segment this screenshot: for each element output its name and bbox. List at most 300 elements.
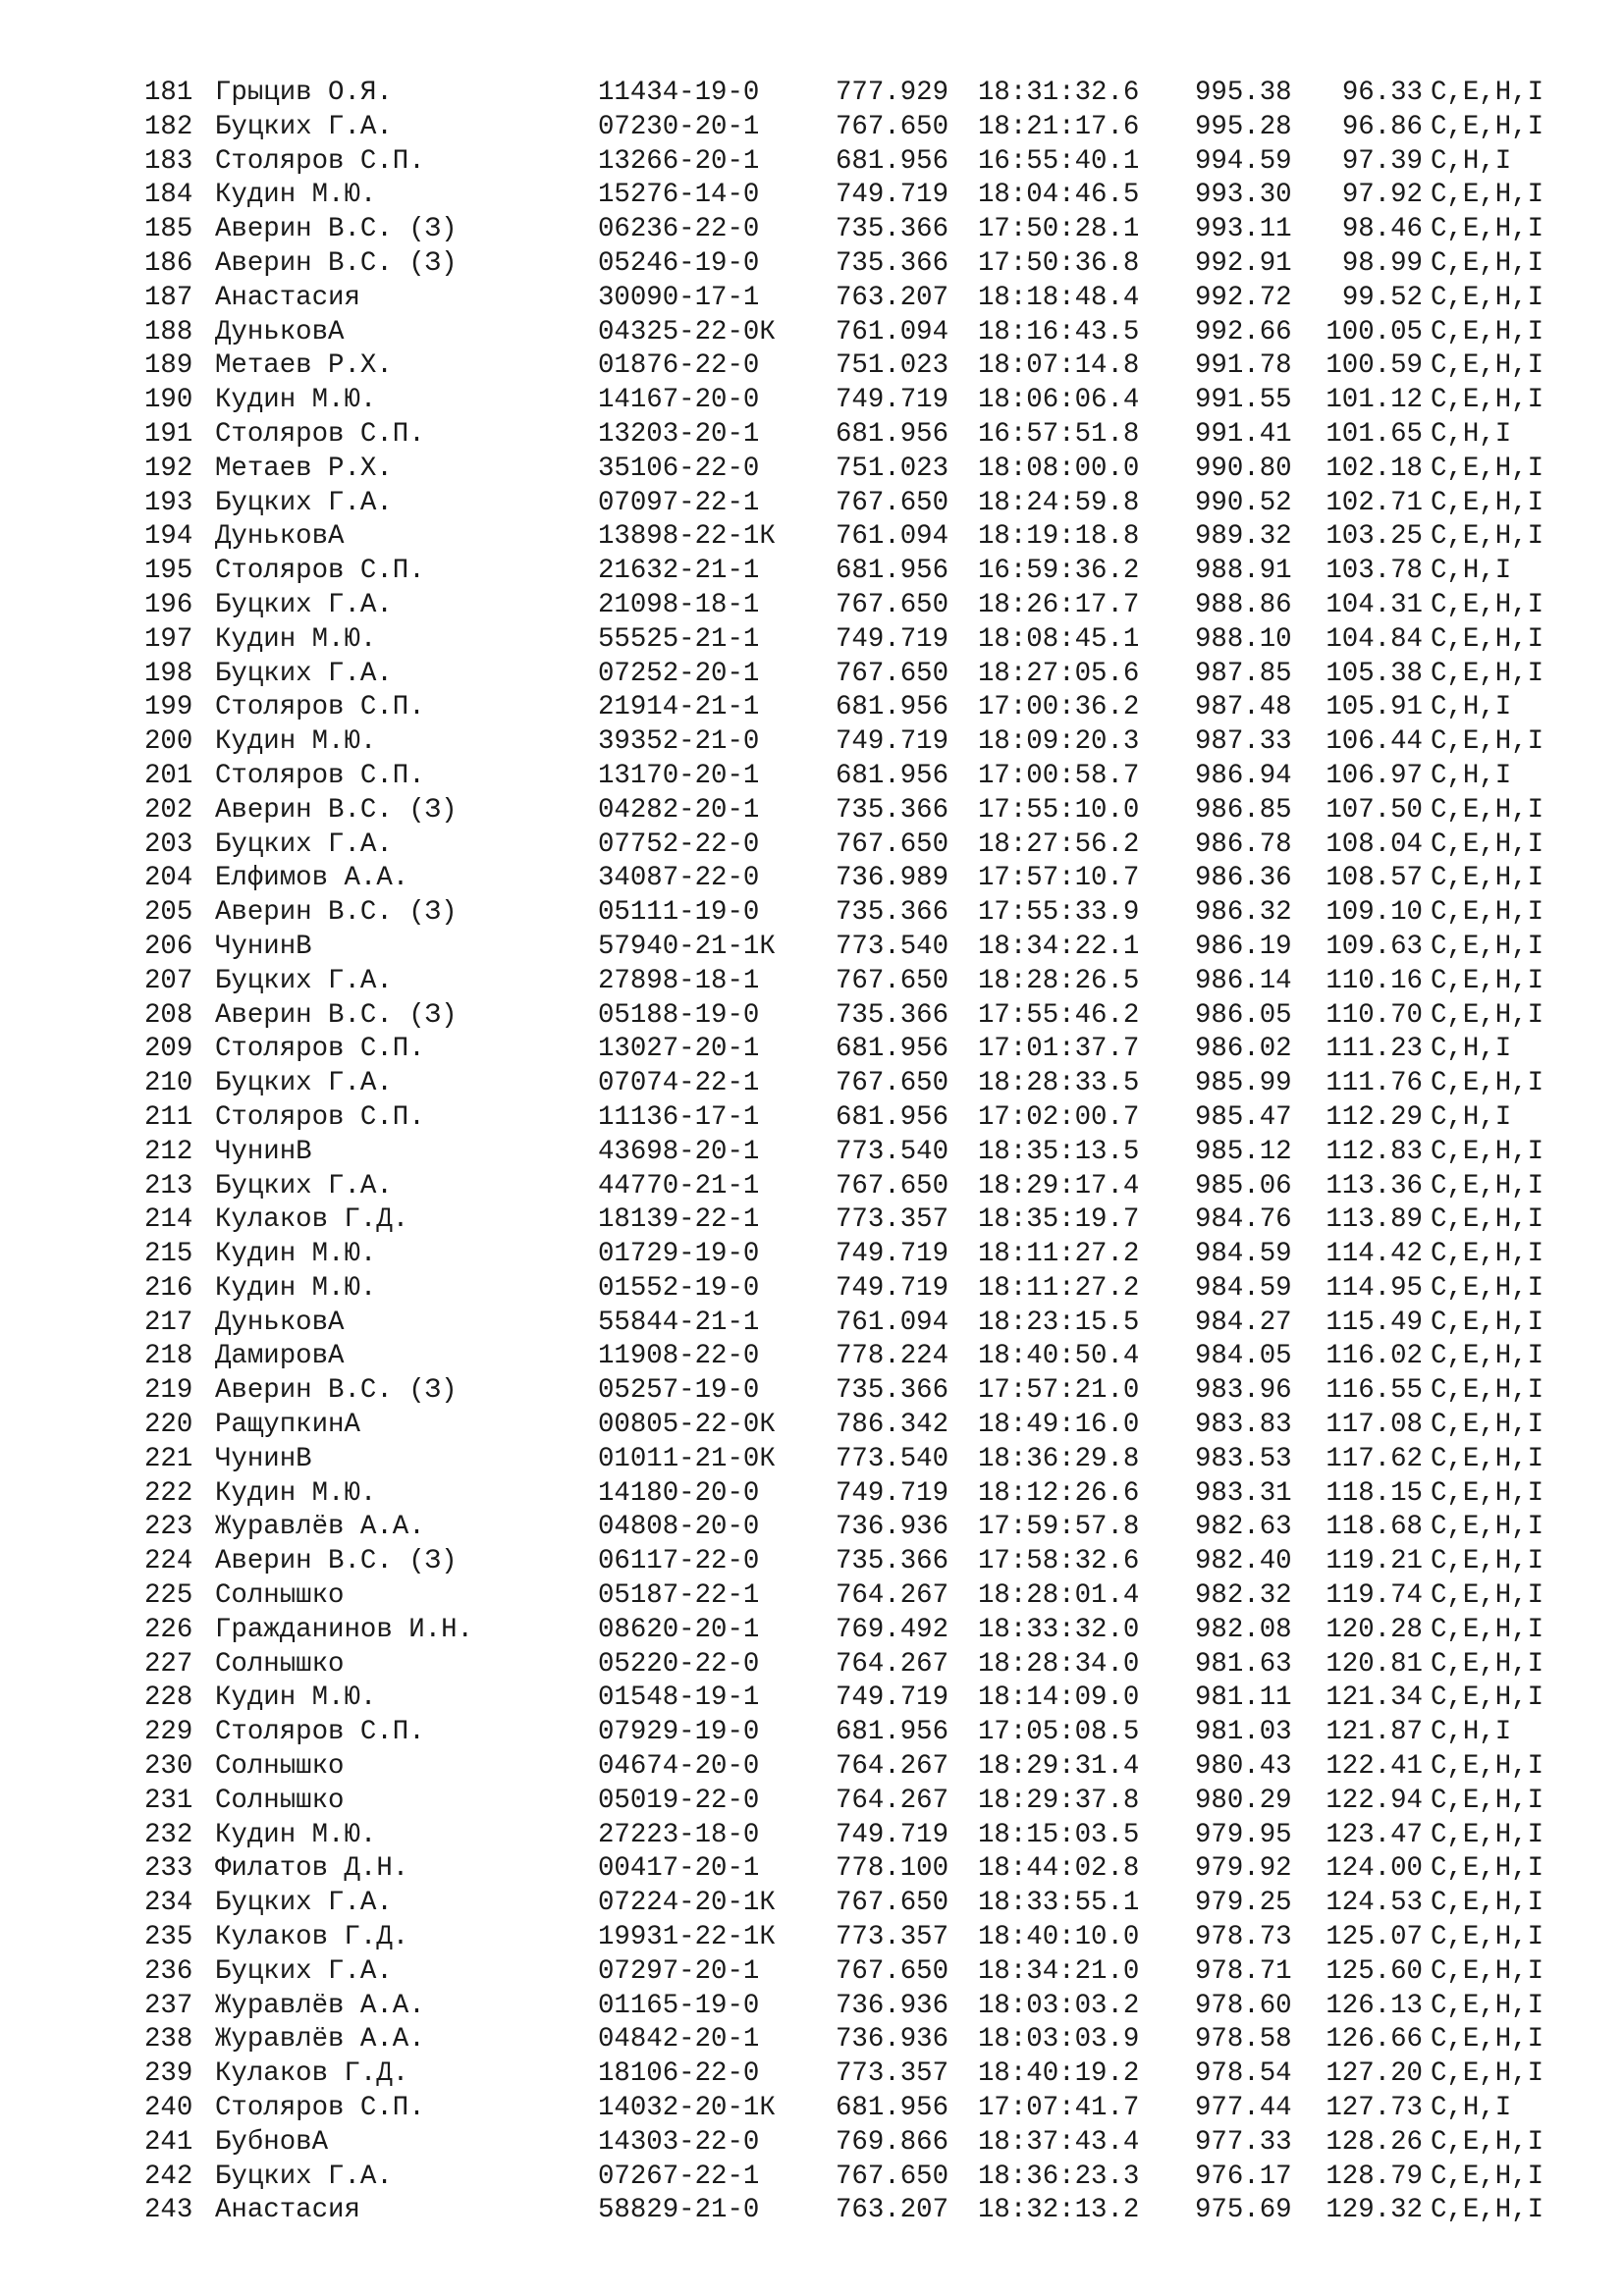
coefficient: 127.20 [1326,2058,1423,2090]
ring-number: 13203-20-1 [598,418,760,450]
category-flags: С,Е,Н,I [1431,247,1544,279]
distance: 767.650 [836,1888,949,1919]
speed: 984.59 [1195,1272,1292,1304]
row-number: 225 [144,1580,193,1612]
coefficient: 107.50 [1326,794,1423,826]
distance: 761.094 [836,1307,949,1338]
coefficient: 108.04 [1326,828,1423,860]
arrival-time: 16:55:40.1 [978,145,1140,177]
distance: 735.366 [836,1375,949,1407]
distance: 764.267 [836,1580,949,1612]
row-number: 205 [144,897,193,929]
ring-number: 58829-21-0 [598,2195,760,2226]
category-flags: С,Е,Н,I [1431,1068,1544,1099]
participant-name: Аверин В.С. (З) [215,1375,458,1407]
table-row [144,247,1578,282]
coefficient: 113.89 [1326,1204,1423,1236]
category-flags: С,Н,I [1431,1717,1512,1748]
ring-number: 05220-22-0 [598,1648,760,1680]
participant-name: Журавлёв А.А. [215,1512,425,1543]
speed: 991.55 [1195,385,1292,416]
participant-name: Столяров С.П. [215,1717,425,1748]
participant-name: Кудин М.Ю. [215,623,377,655]
category-flags: С,Е,Н,I [1431,111,1544,142]
category-flags: С,Е,Н,I [1431,1955,1544,1987]
coefficient: 99.52 [1341,282,1423,313]
distance: 767.650 [836,965,949,996]
arrival-time: 17:00:36.2 [978,692,1140,723]
distance: 749.719 [836,1682,949,1714]
table-row [144,896,1578,931]
coefficient: 100.05 [1326,316,1423,347]
distance: 761.094 [836,316,949,347]
participant-name: Столяров С.П. [215,1034,425,1065]
coefficient: 118.15 [1326,1477,1423,1509]
participant-name: РащупкинА [215,1410,360,1441]
category-flags: С,Е,Н,I [1431,282,1544,313]
category-flags: С,Е,Н,I [1431,350,1544,382]
distance: 778.224 [836,1341,949,1372]
ring-number: 01548-19-1 [598,1682,760,1714]
speed: 983.83 [1195,1410,1292,1441]
coefficient: 127.73 [1326,2093,1423,2124]
ring-number: 39352-21-0 [598,726,760,758]
distance: 681.956 [836,145,949,177]
arrival-time: 18:19:18.8 [978,521,1140,553]
table-row [144,2194,1578,2228]
table-row [144,213,1578,247]
ring-number: 04842-20-1 [598,2024,760,2056]
participant-name: Буцких Г.А. [215,487,393,518]
ring-number: 15276-14-0 [598,180,760,211]
coefficient: 124.00 [1326,1853,1423,1885]
coefficient: 116.02 [1326,1341,1423,1372]
arrival-time: 18:06:06.4 [978,385,1140,416]
table-row [144,418,1578,453]
ring-number: 19931-22-1К [598,1922,776,1953]
speed: 976.17 [1195,2161,1292,2192]
distance: 735.366 [836,1546,949,1577]
arrival-time: 18:29:37.8 [978,1785,1140,1816]
category-flags: С,Е,Н,I [1431,214,1544,245]
arrival-time: 18:40:10.0 [978,1922,1140,1953]
participant-name: Буцких Г.А. [215,1888,393,1919]
ring-number: 04808-20-0 [598,1512,760,1543]
speed: 982.32 [1195,1580,1292,1612]
coefficient: 101.65 [1326,418,1423,450]
row-number: 189 [144,350,193,382]
arrival-time: 16:57:51.8 [978,418,1140,450]
category-flags: С,Е,Н,I [1431,1204,1544,1236]
arrival-time: 18:15:03.5 [978,1819,1140,1850]
table-row [144,658,1578,692]
row-number: 199 [144,692,193,723]
ring-number: 07230-20-1 [598,111,760,142]
coefficient: 112.83 [1326,1136,1423,1167]
table-row [144,1614,1578,1648]
speed: 985.47 [1195,1101,1292,1133]
speed: 980.29 [1195,1785,1292,1816]
row-number: 236 [144,1955,193,1987]
category-flags: С,Е,Н,I [1431,1477,1544,1509]
coefficient: 123.47 [1326,1819,1423,1850]
row-number: 209 [144,1034,193,1065]
participant-name: Столяров С.П. [215,1101,425,1133]
ring-number: 01552-19-0 [598,1272,760,1304]
row-number: 222 [144,1477,193,1509]
arrival-time: 17:55:10.0 [978,794,1140,826]
participant-name: Елфимов А.А. [215,863,409,894]
category-flags: С,Н,I [1431,2093,1512,2124]
coefficient: 98.99 [1341,247,1423,279]
distance: 763.207 [836,2195,949,2226]
distance: 735.366 [836,247,949,279]
table-row [144,1716,1578,1750]
coefficient: 115.49 [1326,1307,1423,1338]
table-row [144,725,1578,760]
ring-number: 05111-19-0 [598,897,760,929]
row-number: 194 [144,521,193,553]
speed: 978.73 [1195,1922,1292,1953]
coefficient: 100.59 [1326,350,1423,382]
category-flags: С,Е,Н,I [1431,1170,1544,1201]
category-flags: С,Е,Н,I [1431,521,1544,553]
row-number: 212 [144,1136,193,1167]
ring-number: 08620-20-1 [598,1614,760,1645]
coefficient: 97.39 [1341,145,1423,177]
arrival-time: 18:37:43.4 [978,2126,1140,2158]
coefficient: 111.23 [1326,1034,1423,1065]
table-row [144,282,1578,316]
ring-number: 18139-22-1 [598,1204,760,1236]
ring-number: 27223-18-0 [598,1819,760,1850]
table-row [144,1307,1578,1341]
category-flags: С,Н,I [1431,1101,1512,1133]
results-table [144,77,1578,2228]
participant-name: ЧунинВ [215,1443,312,1474]
speed: 986.94 [1195,760,1292,791]
participant-name: Буцких Г.А. [215,111,393,142]
speed: 987.33 [1195,726,1292,758]
participant-name: Столяров С.П. [215,418,425,450]
arrival-time: 18:31:32.6 [978,78,1140,108]
ring-number: 04325-22-0К [598,316,776,347]
row-number: 238 [144,2024,193,2056]
ring-number: 01876-22-0 [598,350,760,382]
row-number: 214 [144,1204,193,1236]
arrival-time: 17:01:37.7 [978,1034,1140,1065]
participant-name: ДамировА [215,1341,345,1372]
speed: 994.59 [1195,145,1292,177]
table-row [144,862,1578,896]
distance: 681.956 [836,1034,949,1065]
table-row [144,316,1578,350]
distance: 735.366 [836,794,949,826]
category-flags: С,Е,Н,I [1431,78,1544,108]
row-number: 200 [144,726,193,758]
speed: 988.91 [1195,556,1292,587]
participant-name: ЧунинВ [215,931,312,962]
ring-number: 05257-19-0 [598,1375,760,1407]
arrival-time: 18:04:46.5 [978,180,1140,211]
distance: 764.267 [836,1648,949,1680]
participant-name: Буцких Г.А. [215,658,393,689]
ring-number: 55844-21-1 [598,1307,760,1338]
participant-name: Кудин М.Ю. [215,1239,377,1270]
row-number: 185 [144,214,193,245]
speed: 982.08 [1195,1614,1292,1645]
speed: 986.78 [1195,828,1292,860]
table-row [144,179,1578,213]
coefficient: 102.18 [1326,453,1423,484]
arrival-time: 18:27:05.6 [978,658,1140,689]
distance: 681.956 [836,692,949,723]
category-flags: С,Е,Н,I [1431,1614,1544,1645]
row-number: 235 [144,1922,193,1953]
row-number: 182 [144,111,193,142]
row-number: 193 [144,487,193,518]
coefficient: 118.68 [1326,1512,1423,1543]
table-row [144,1648,1578,1682]
distance: 681.956 [836,2093,949,2124]
coefficient: 108.57 [1326,863,1423,894]
coefficient: 126.66 [1326,2024,1423,2056]
ring-number: 00805-22-0К [598,1410,776,1441]
distance: 767.650 [836,2161,949,2192]
speed: 984.59 [1195,1239,1292,1270]
distance: 786.342 [836,1410,949,1441]
category-flags: С,Е,Н,I [1431,1512,1544,1543]
speed: 986.19 [1195,931,1292,962]
arrival-time: 18:29:17.4 [978,1170,1140,1201]
speed: 995.28 [1195,111,1292,142]
table-row [144,349,1578,384]
coefficient: 122.94 [1326,1785,1423,1816]
speed: 980.43 [1195,1751,1292,1783]
table-row [144,931,1578,965]
distance: 681.956 [836,760,949,791]
coefficient: 114.42 [1326,1239,1423,1270]
ring-number: 07074-22-1 [598,1068,760,1099]
arrival-time: 18:27:56.2 [978,828,1140,860]
coefficient: 122.41 [1326,1751,1423,1783]
distance: 736.936 [836,2024,949,2056]
speed: 986.36 [1195,863,1292,894]
category-flags: С,Е,Н,I [1431,2058,1544,2090]
ring-number: 05246-19-0 [598,247,760,279]
arrival-time: 18:28:33.5 [978,1068,1140,1099]
row-number: 220 [144,1410,193,1441]
row-number: 218 [144,1341,193,1372]
speed: 989.32 [1195,521,1292,553]
arrival-time: 18:35:19.7 [978,1204,1140,1236]
ring-number: 43698-20-1 [598,1136,760,1167]
speed: 988.86 [1195,589,1292,620]
row-number: 202 [144,794,193,826]
ring-number: 13898-22-1К [598,521,776,553]
coefficient: 120.28 [1326,1614,1423,1645]
arrival-time: 18:21:17.6 [978,111,1140,142]
participant-name: Солнышко [215,1648,345,1680]
participant-name: Солнышко [215,1580,345,1612]
row-number: 242 [144,2161,193,2192]
table-row [144,760,1578,794]
arrival-time: 18:40:19.2 [978,2058,1140,2090]
participant-name: Кудин М.Ю. [215,726,377,758]
participant-name: Буцких Г.А. [215,828,393,860]
distance: 777.929 [836,78,949,108]
category-flags: С,Е,Н,I [1431,1682,1544,1714]
row-number: 232 [144,1819,193,1850]
arrival-time: 18:08:45.1 [978,623,1140,655]
row-number: 204 [144,863,193,894]
row-number: 197 [144,623,193,655]
participant-name: Анастасия [215,2195,360,2226]
table-row [144,1750,1578,1785]
distance: 735.366 [836,214,949,245]
distance: 773.540 [836,931,949,962]
distance: 751.023 [836,453,949,484]
arrival-time: 18:28:26.5 [978,965,1140,996]
table-row [144,794,1578,828]
ring-number: 11434-19-0 [598,78,760,108]
distance: 767.650 [836,1170,949,1201]
row-number: 233 [144,1853,193,1885]
arrival-time: 18:14:09.0 [978,1682,1140,1714]
row-number: 203 [144,828,193,860]
distance: 681.956 [836,556,949,587]
table-row [144,1990,1578,2024]
category-flags: С,Е,Н,I [1431,726,1544,758]
ring-number: 07752-22-0 [598,828,760,860]
speed: 985.06 [1195,1170,1292,1201]
arrival-time: 17:57:10.7 [978,863,1140,894]
distance: 767.650 [836,111,949,142]
coefficient: 119.74 [1326,1580,1423,1612]
row-number: 186 [144,247,193,279]
participant-name: ДуньковА [215,1307,345,1338]
coefficient: 110.70 [1326,999,1423,1031]
distance: 773.357 [836,1204,949,1236]
participant-name: Метаев Р.Х. [215,453,393,484]
category-flags: С,Е,Н,I [1431,1819,1544,1850]
distance: 751.023 [836,350,949,382]
speed: 986.05 [1195,999,1292,1031]
speed: 991.78 [1195,350,1292,382]
row-number: 229 [144,1717,193,1748]
ring-number: 14032-20-1К [598,2093,776,2124]
speed: 986.02 [1195,1034,1292,1065]
participant-name: ЧунинВ [215,1136,312,1167]
participant-name: Кудин М.Ю. [215,1477,377,1509]
category-flags: С,Н,I [1431,556,1512,587]
row-number: 228 [144,1682,193,1714]
row-number: 198 [144,658,193,689]
arrival-time: 17:55:33.9 [978,897,1140,929]
category-flags: С,Е,Н,I [1431,1410,1544,1441]
table-row [144,1101,1578,1136]
category-flags: С,Е,Н,I [1431,2195,1544,2226]
speed: 975.69 [1195,2195,1292,2226]
row-number: 191 [144,418,193,450]
ring-number: 13027-20-1 [598,1034,760,1065]
speed: 985.99 [1195,1068,1292,1099]
ring-number: 55525-21-1 [598,623,760,655]
distance: 749.719 [836,1272,949,1304]
table-row [144,1136,1578,1170]
speed: 978.60 [1195,1990,1292,2021]
table-row [144,1203,1578,1238]
category-flags: С,Е,Н,I [1431,1239,1544,1270]
row-number: 206 [144,931,193,962]
category-flags: С,Е,Н,I [1431,999,1544,1031]
distance: 764.267 [836,1751,949,1783]
participant-name: Буцких Г.А. [215,589,393,620]
arrival-time: 18:40:50.4 [978,1341,1140,1372]
coefficient: 129.32 [1326,2195,1423,2226]
table-row [144,487,1578,521]
speed: 993.30 [1195,180,1292,211]
speed: 985.12 [1195,1136,1292,1167]
ring-number: 01011-21-0К [598,1443,776,1474]
coefficient: 110.16 [1326,965,1423,996]
table-row [144,2092,1578,2126]
row-number: 201 [144,760,193,791]
arrival-time: 18:18:48.4 [978,282,1140,313]
participant-name: Столяров С.П. [215,2093,425,2124]
distance: 773.540 [836,1443,949,1474]
coefficient: 121.34 [1326,1682,1423,1714]
coefficient: 121.87 [1326,1717,1423,1748]
arrival-time: 18:03:03.2 [978,1990,1140,2021]
participant-name: Столяров С.П. [215,145,425,177]
category-flags: С,Е,Н,I [1431,1785,1544,1816]
row-number: 181 [144,78,193,108]
ring-number: 57940-21-1К [598,931,776,962]
participant-name: Аверин В.С. (З) [215,999,458,1031]
row-number: 219 [144,1375,193,1407]
category-flags: С,Е,Н,I [1431,1375,1544,1407]
category-flags: С,Е,Н,I [1431,589,1544,620]
arrival-time: 18:32:13.2 [978,2195,1140,2226]
category-flags: С,Е,Н,I [1431,794,1544,826]
category-flags: С,Е,Н,I [1431,1888,1544,1919]
speed: 984.05 [1195,1341,1292,1372]
distance: 681.956 [836,1717,949,1748]
distance: 769.492 [836,1614,949,1645]
distance: 736.936 [836,1990,949,2021]
participant-name: Буцких Г.А. [215,1068,393,1099]
ring-number: 34087-22-0 [598,863,760,894]
speed: 983.53 [1195,1443,1292,1474]
arrival-time: 18:36:23.3 [978,2161,1140,2192]
row-number: 210 [144,1068,193,1099]
table-row [144,2161,1578,2195]
coefficient: 103.78 [1326,556,1423,587]
table-row [144,77,1578,111]
speed: 990.52 [1195,487,1292,518]
arrival-time: 18:09:20.3 [978,726,1140,758]
ring-number: 21914-21-1 [598,692,760,723]
arrival-time: 18:11:27.2 [978,1239,1140,1270]
row-number: 192 [144,453,193,484]
table-row [144,965,1578,999]
category-flags: С,Е,Н,I [1431,487,1544,518]
category-flags: С,Е,Н,I [1431,623,1544,655]
table-row [144,1170,1578,1204]
coefficient: 120.81 [1326,1648,1423,1680]
speed: 981.11 [1195,1682,1292,1714]
